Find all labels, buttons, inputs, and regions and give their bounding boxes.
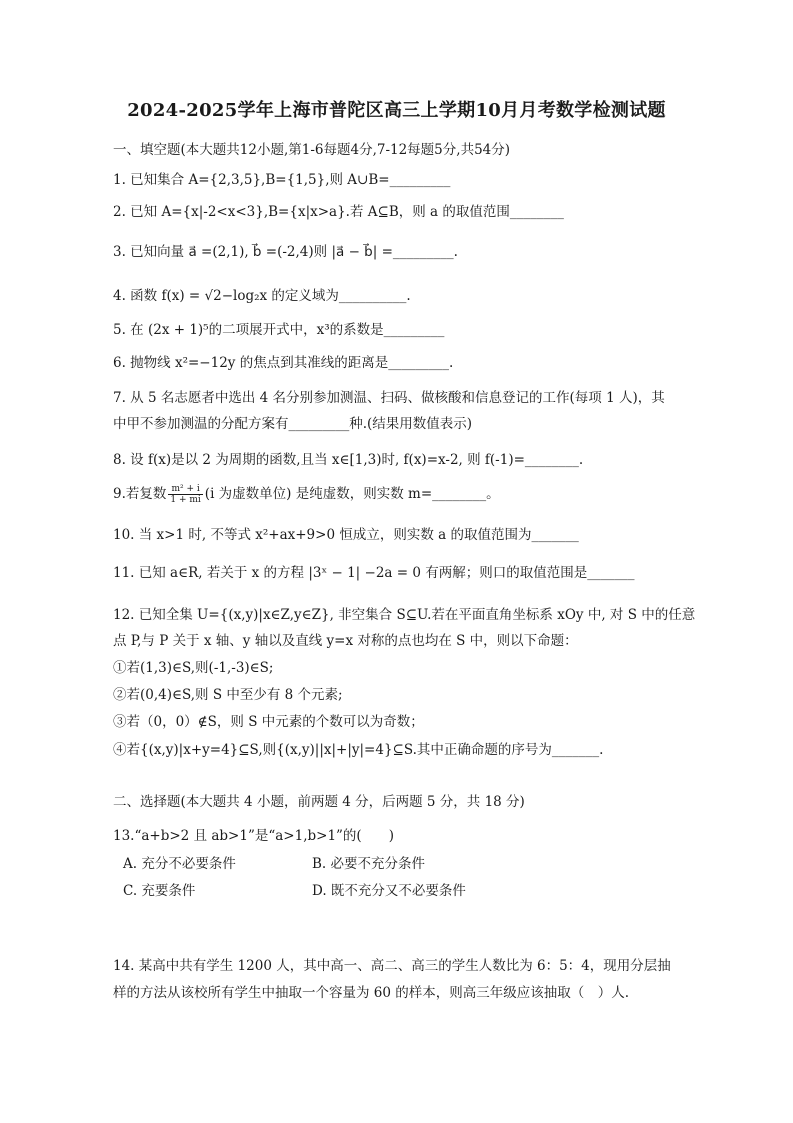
question-14-line1: 14. 某高中共有学生 1200 人，其中高一、高二、高三的学生人数比为 6：5：4，现用分层抽	[113, 958, 671, 974]
question-9	[113, 484, 683, 505]
question-9-numerator: m² + i	[168, 484, 202, 495]
question-13-option-b: B. 必要不充分条件	[312, 856, 426, 872]
question-9-suffix: (i 为虚数单位) 是纯虚数，则实数 m=________。	[204, 486, 500, 502]
question-7-line1: 7. 从 5 名志愿者中选出 4 名分别参加测温、扫码、做核酸和信息登记的工作(每项 1 人)，其	[113, 390, 665, 406]
question-6: 6. 抛物线 x²=−12y 的焦点到其准线的距离是_________.	[113, 355, 454, 371]
question-2: 2. 已知 A={x|-2<x<3},B={x|x>a}.若 A⊆B，则 a 的取值范围________	[113, 204, 564, 220]
question-12-item3: ③若（0，0）∉S，则 S 中元素的个数可以为奇数；	[113, 714, 424, 730]
section1-header: 一、填空题(本大题共12小题,第1-6每题4分,7-12每题5分,共54分)	[113, 142, 511, 158]
question-8: 8. 设 f(x)是以 2 为周期的函数,且当 x∈[1,3)时, f(x)=x-2, 则 f(-1)=________.	[113, 452, 584, 468]
exam-title: 2024-2025学年上海市普陀区高三上学期10月月考数学检测试题	[127, 100, 666, 121]
question-7-line2: 中甲不参加测温的分配方案有_________种.(结果用数值表示)	[113, 416, 473, 432]
question-3: 3. 已知向量 a⃗ =(2,1), b⃗ =(-2,4)则 |a⃗ − b⃗| =_________.	[113, 244, 458, 260]
question-12-item1: ①若(1,3)∈S,则(-1,-3)∈S;	[113, 660, 274, 676]
question-12-line2: 点 P,与 P 关于 x 轴、y 轴以及直线 y=x 对称的点也均在 S 中，则以下命题：	[113, 633, 578, 649]
question-4: 4. 函数 f(x) = √2−log₂x 的定义域为__________.	[113, 288, 411, 304]
question-9-prefix: 9.若复数	[113, 486, 167, 502]
question-13-option-d: D. 既不充分又不必要条件	[312, 883, 466, 899]
question-9-fraction	[168, 484, 202, 505]
question-14-line2: 样的方法从该校所有学生中抽取一个容量为 60 的样本，则高三年级应该抽取（ ）人.	[113, 985, 630, 1001]
question-10: 10. 当 x>1 时, 不等式 x²+ax+9>0 恒成立，则实数 a 的取值范围为_______	[113, 527, 579, 543]
question-5: 5. 在 (2x + 1)⁵的二项展开式中，x³的系数是_________	[113, 322, 445, 338]
question-13-option-c: C. 充要条件	[123, 883, 196, 899]
question-12-item2: ②若(0,4)∈S,则 S 中至少有 8 个元素;	[113, 687, 343, 703]
question-12-line1: 12. 已知全集 U={(x,y)|x∈Z,y∈Z}, 非空集合 S⊆U.若在平面直角坐标系 xOy 中, 对 S 中的任意	[113, 607, 696, 623]
question-11: 11. 已知 a∈R, 若关于 x 的方程 |3ˣ − 1| −2a = 0 有两解；则口的取值范围是_______	[113, 565, 635, 581]
question-9-denominator: 1 + mi	[170, 495, 201, 505]
question-13: 13.“a+b>2 且 ab>1”是“a>1,b>1”的( )	[113, 828, 394, 844]
question-12-item4: ④若{(x,y)|x+y=4}⊆S,则{(x,y)||x|+|y|=4}⊆S.其中正确命题的序号为_______.	[113, 742, 604, 758]
section2-header: 二、选择题(本大题共 4 小题，前两题 4 分，后两题 5 分，共 18 分)	[113, 794, 525, 810]
question-13-option-a: A. 充分不必要条件	[123, 856, 236, 872]
question-1: 1. 已知集合 A={2,3,5},B={1,5},则 A∪B=_________	[113, 172, 451, 188]
